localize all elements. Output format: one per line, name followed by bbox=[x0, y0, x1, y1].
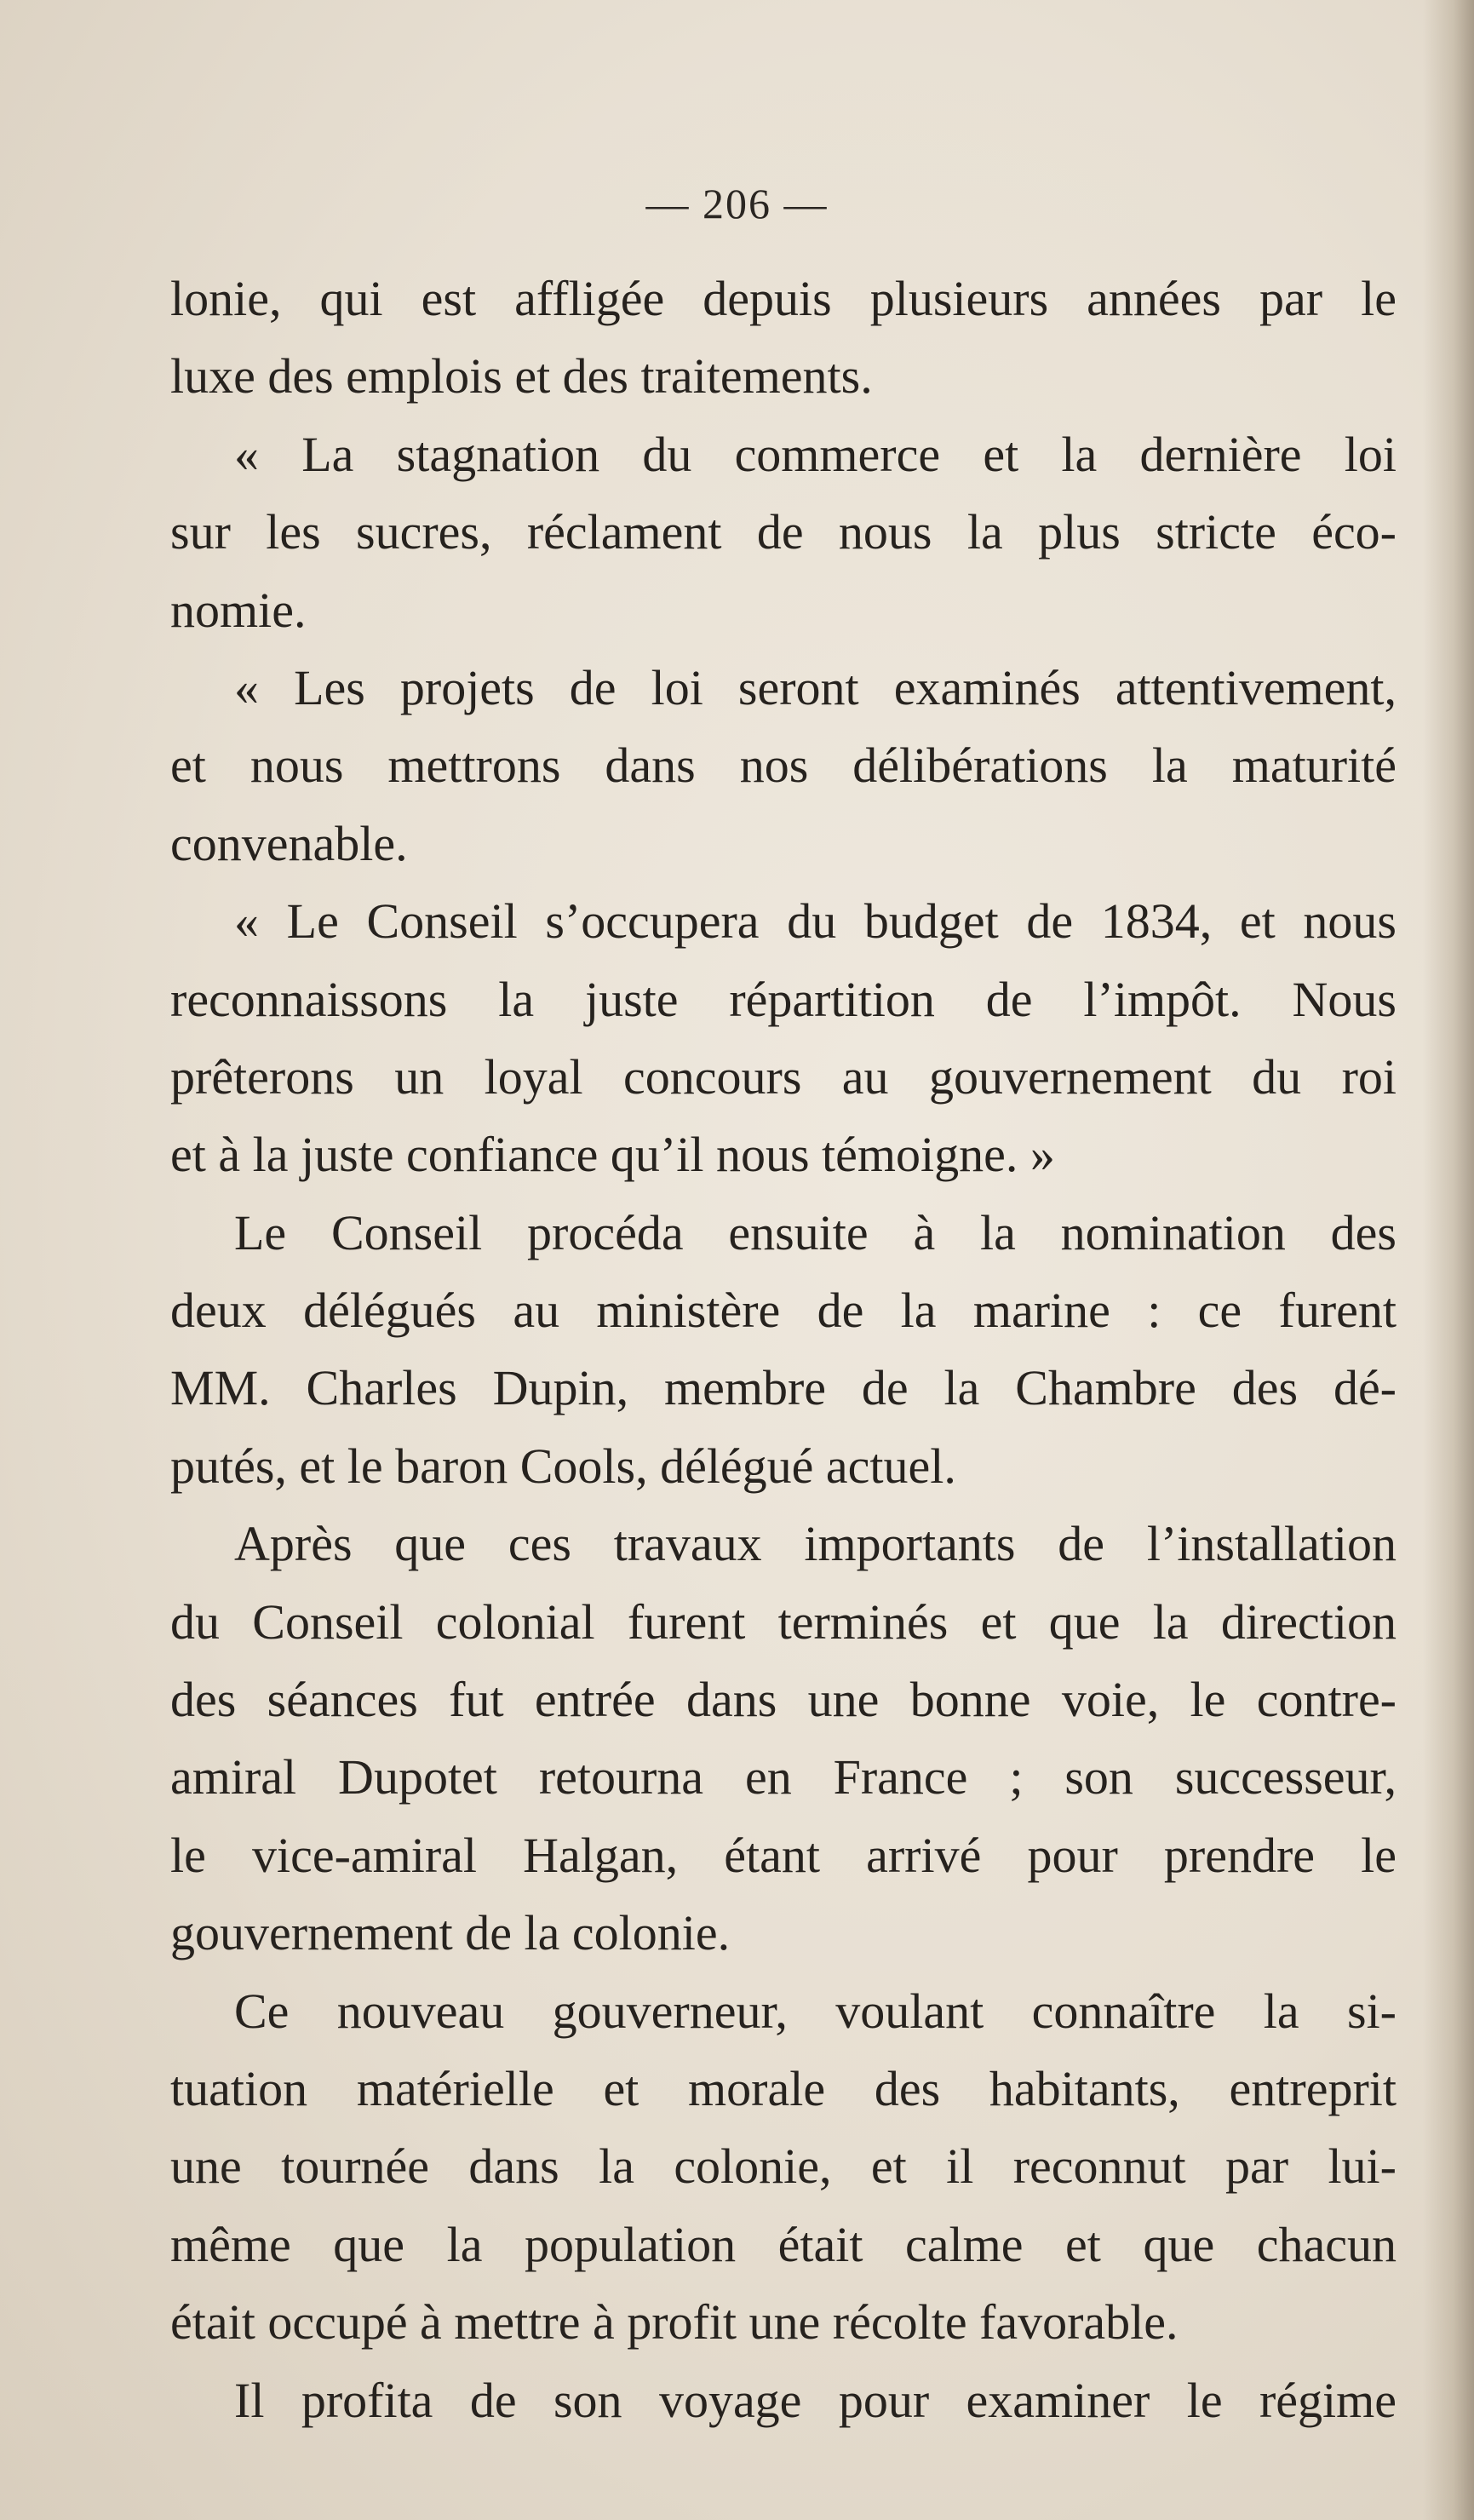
page-edge-shadow bbox=[1423, 0, 1474, 2520]
text-line: MM. Charles Dupin, membre de la Chambre des dé- bbox=[170, 1360, 1397, 1416]
text-line: « Les projets de loi seront examinés attentivement, bbox=[234, 659, 1397, 715]
text-line: sur les sucres, réclament de nous la plus stricte éco- bbox=[170, 504, 1397, 560]
text-line: reconnaissons la juste répartition de l’impôt. Nous bbox=[170, 971, 1397, 1027]
text-line: était occupé à mettre à profit une récolte favorable. bbox=[170, 2294, 1179, 2351]
text-line: le vice-amiral Halgan, étant arrivé pour prendre le bbox=[170, 1827, 1397, 1883]
text-line: luxe des emplois et des traitements. bbox=[170, 348, 873, 405]
text-line: Le Conseil procéda ensuite à la nomination des bbox=[234, 1204, 1397, 1260]
text-line: Ce nouveau gouverneur, voulant connaître la si- bbox=[234, 1983, 1397, 2039]
text-line: et à la juste confiance qu’il nous témoigne. » bbox=[170, 1127, 1055, 1183]
text-line: tuation matérielle et morale des habitants, entreprit bbox=[170, 2060, 1397, 2116]
text-line: putés, et le baron Cools, délégué actuel. bbox=[170, 1438, 956, 1494]
text-line: prêterons un loyal concours au gouvernement du roi bbox=[170, 1048, 1397, 1105]
text-line: Il profita de son voyage pour examiner le régime bbox=[234, 2372, 1397, 2428]
text-line: une tournée dans la colonie, et il reconnut par lui- bbox=[170, 2138, 1397, 2195]
text-line: même que la population était calme et que chacun bbox=[170, 2216, 1397, 2272]
text-line: deux délégués au ministère de la marine : ce furent bbox=[170, 1283, 1397, 1339]
text-line: du Conseil colonial furent terminés et que la direction bbox=[170, 1593, 1397, 1650]
text-line: lonie, qui est affligée depuis plusieurs années par le bbox=[170, 271, 1397, 326]
text-line: amiral Dupotet retourna en France ; son successeur, bbox=[170, 1749, 1397, 1805]
page-number: — 206 — bbox=[645, 180, 829, 227]
text-line: nomie. bbox=[170, 582, 307, 638]
text-line: Après que ces travaux importants de l’installation bbox=[234, 1516, 1397, 1572]
text-line: gouvernement de la colonie. bbox=[170, 1905, 731, 1961]
text-line: « Le Conseil s’occupera du budget de 1834, et nous bbox=[234, 893, 1397, 950]
text-line: des séances fut entrée dans une bonne voie, le contre- bbox=[170, 1672, 1397, 1728]
text-line: « La stagnation du commerce et la dernière loi bbox=[234, 426, 1397, 482]
body-text bbox=[170, 260, 1397, 2439]
text-line: convenable. bbox=[170, 815, 408, 871]
text-line: et nous mettrons dans nos délibérations la maturité bbox=[170, 738, 1397, 794]
